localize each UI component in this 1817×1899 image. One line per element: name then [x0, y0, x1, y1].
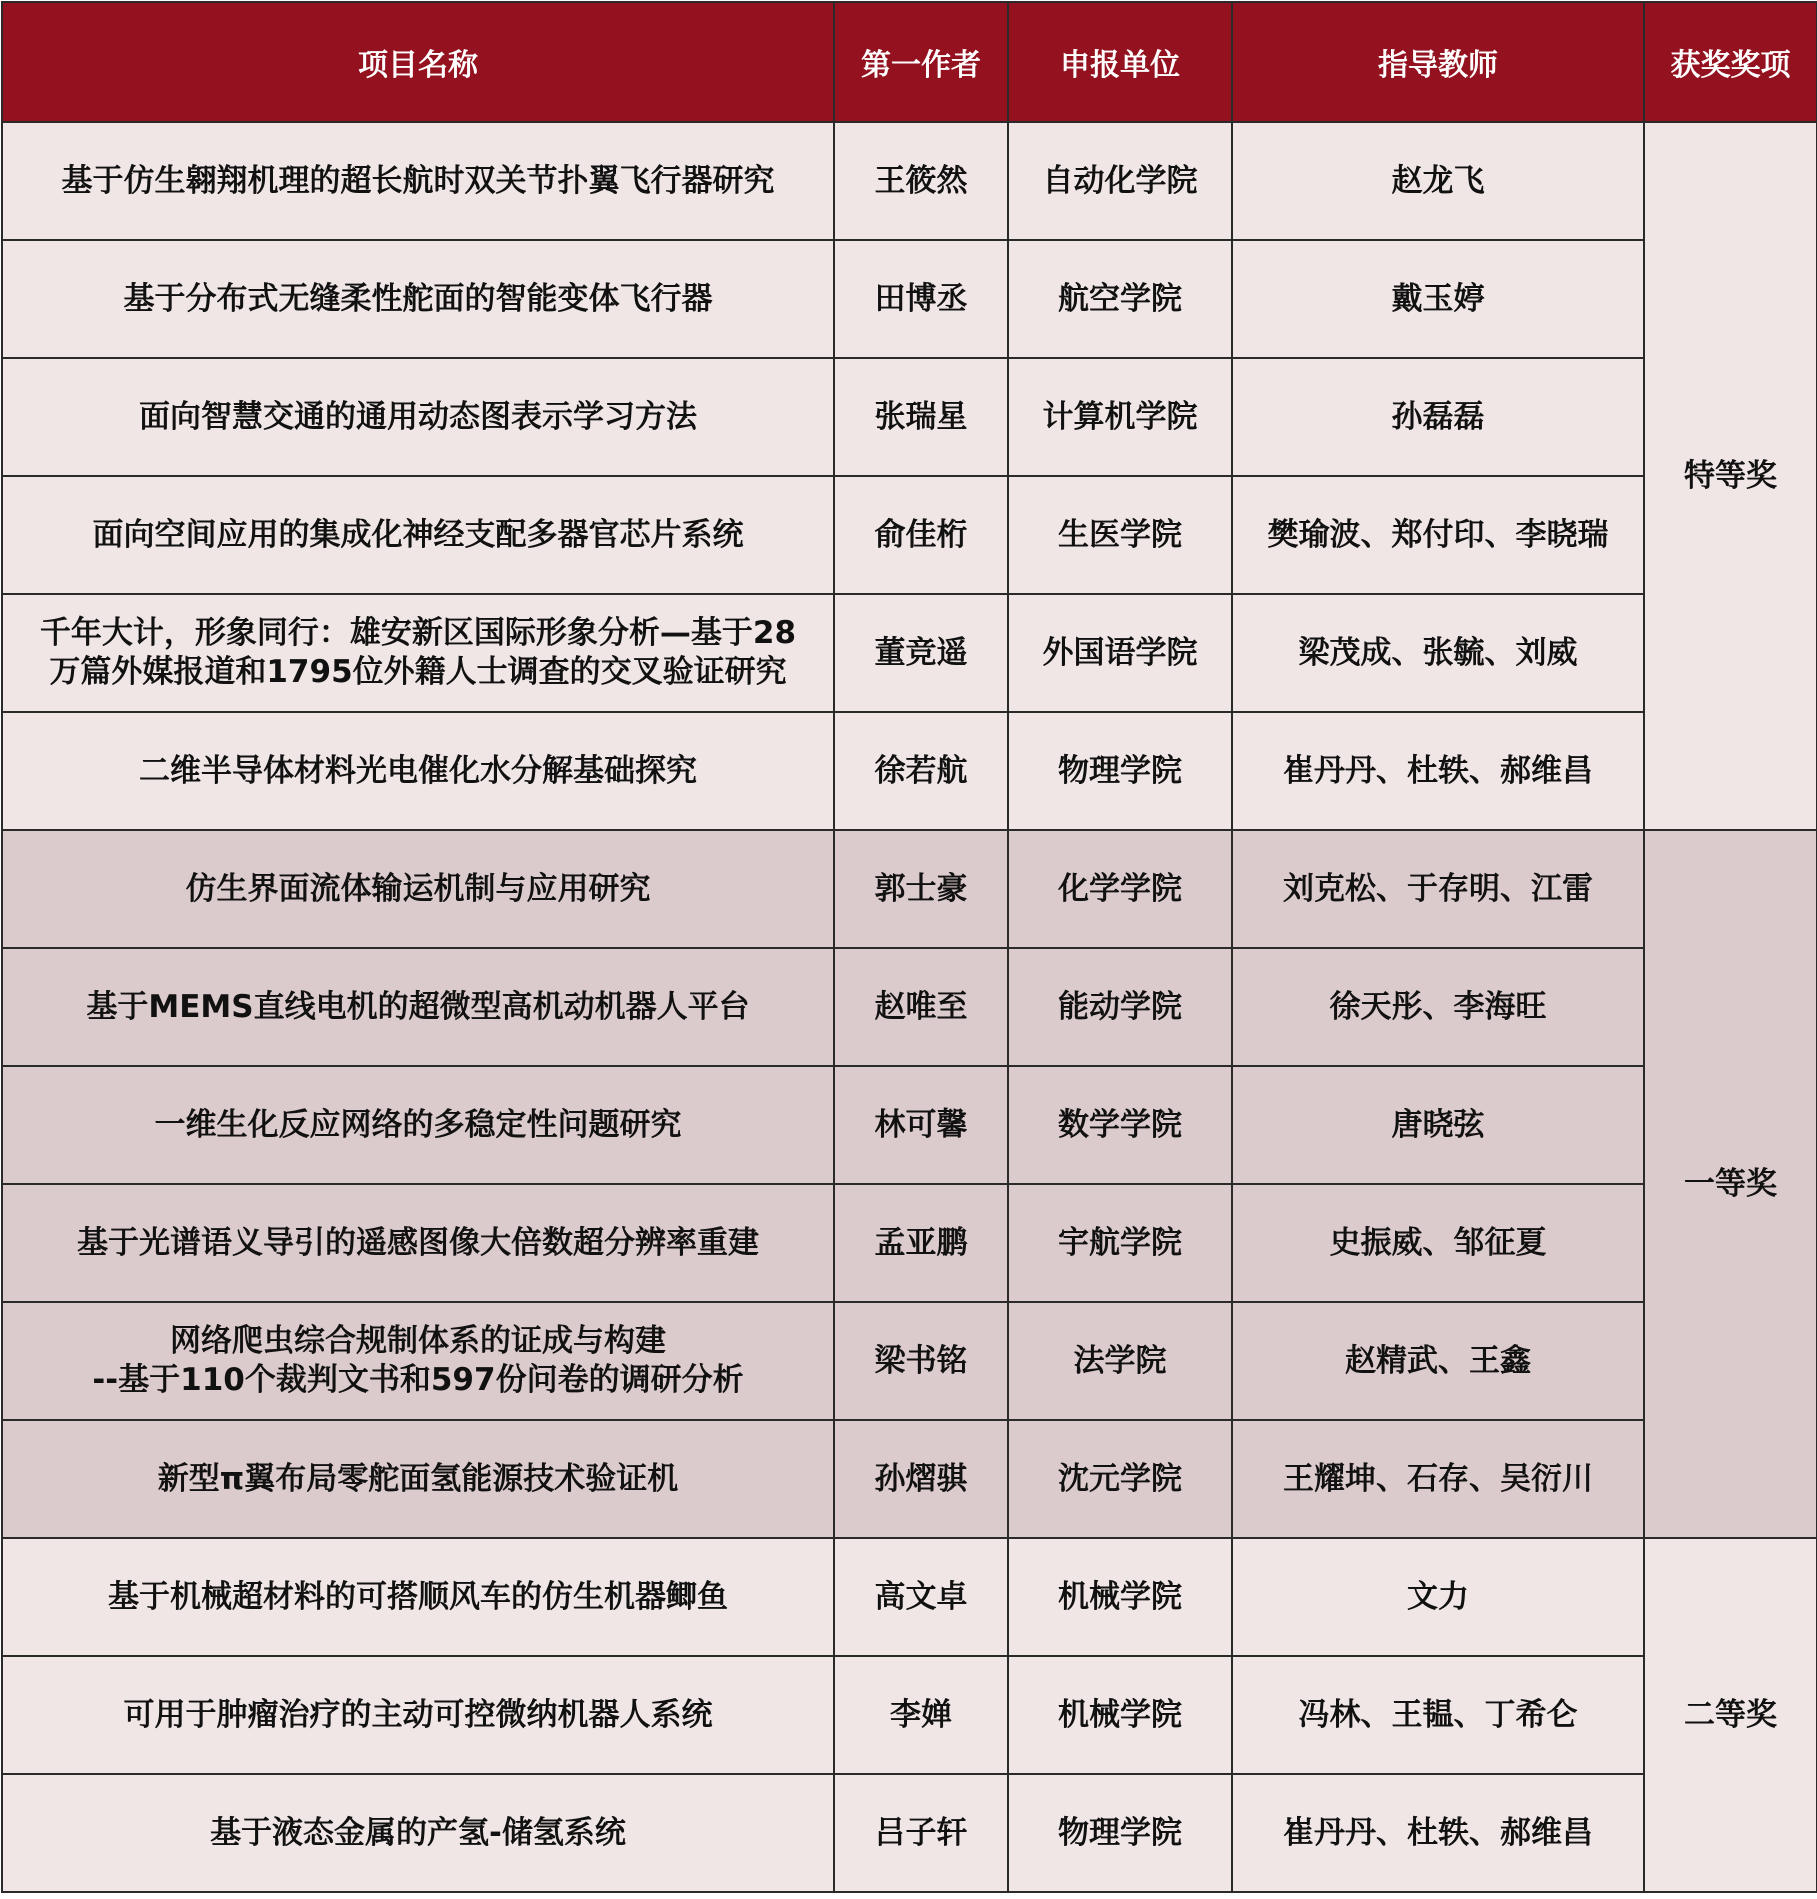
- applicant-unit: 化学学院: [1008, 830, 1232, 948]
- advisor: 王耀坤、石存、吴衍川: [1232, 1420, 1644, 1538]
- first-author: 林可馨: [834, 1066, 1008, 1184]
- table-row: [2, 1420, 1817, 1538]
- project-name-line: 万篇外媒报道和1795位外籍人士调查的交叉验证研究: [49, 654, 787, 690]
- header-unit: 申报单位: [1008, 2, 1232, 122]
- first-author: 俞佳桁: [834, 476, 1008, 594]
- advisor: 文力: [1232, 1538, 1644, 1656]
- project-name: 一维生化反应网络的多稳定性问题研究: [2, 1066, 834, 1184]
- first-author: 董竞遥: [834, 594, 1008, 712]
- applicant-unit: 自动化学院: [1008, 122, 1232, 240]
- applicant-unit: 机械学院: [1008, 1656, 1232, 1774]
- advisor: 崔丹丹、杜轶、郝维昌: [1232, 1774, 1644, 1892]
- project-name: [2, 594, 834, 712]
- applicant-unit: 机械学院: [1008, 1538, 1232, 1656]
- first-author: 王筱然: [834, 122, 1008, 240]
- project-name: 面向空间应用的集成化神经支配多器官芯片系统: [2, 476, 834, 594]
- applicant-unit: 宇航学院: [1008, 1184, 1232, 1302]
- advisor: 樊瑜波、郑付印、李晓瑞: [1232, 476, 1644, 594]
- project-name: 面向智慧交通的通用动态图表示学习方法: [2, 358, 834, 476]
- first-author: 孙熠骐: [834, 1420, 1008, 1538]
- project-name: 二维半导体材料光电催化水分解基础探究: [2, 712, 834, 830]
- project-name: 可用于肿瘤治疗的主动可控微纳机器人系统: [2, 1656, 834, 1774]
- project-name: 基于光谱语义导引的遥感图像大倍数超分辨率重建: [2, 1184, 834, 1302]
- table-row: [2, 476, 1817, 594]
- advisor: 戴玉婷: [1232, 240, 1644, 358]
- applicant-unit: 航空学院: [1008, 240, 1232, 358]
- project-name: [2, 1302, 834, 1420]
- applicant-unit: 数学学院: [1008, 1066, 1232, 1184]
- first-author: 赵唯至: [834, 948, 1008, 1066]
- applicant-unit: 物理学院: [1008, 1774, 1232, 1892]
- advisor: 冯林、王韫、丁希仑: [1232, 1656, 1644, 1774]
- table-row: [2, 1302, 1817, 1420]
- project-name-line: 千年大计，形象同行：雄安新区国际形象分析—基于28: [39, 615, 797, 652]
- advisor: 史振威、邹征夏: [1232, 1184, 1644, 1302]
- first-author: 郭士豪: [834, 830, 1008, 948]
- header-award: 获奖奖项: [1644, 2, 1817, 122]
- table-row: [2, 1184, 1817, 1302]
- table-row: [2, 1066, 1817, 1184]
- project-name: 新型π翼布局零舵面氢能源技术验证机: [2, 1420, 834, 1538]
- table-row: [2, 594, 1817, 712]
- project-name: 基于仿生翱翔机理的超长航时双关节扑翼飞行器研究: [2, 122, 834, 240]
- project-name: 仿生界面流体输运机制与应用研究: [2, 830, 834, 948]
- applicant-unit: 能动学院: [1008, 948, 1232, 1066]
- applicant-unit: 外国语学院: [1008, 594, 1232, 712]
- table-row: [2, 1774, 1817, 1892]
- project-name: 基于分布式无缝柔性舵面的智能变体飞行器: [2, 240, 834, 358]
- award-special: 特等奖: [1644, 122, 1817, 830]
- applicant-unit: 物理学院: [1008, 712, 1232, 830]
- advisor: 唐晓弦: [1232, 1066, 1644, 1184]
- header-project: 项目名称: [2, 2, 834, 122]
- awards-table: [1, 1, 1817, 1893]
- first-author: 李婵: [834, 1656, 1008, 1774]
- first-author: 梁书铭: [834, 1302, 1008, 1420]
- first-author: 张瑞星: [834, 358, 1008, 476]
- project-name-line: 网络爬虫综合规制体系的证成与构建: [170, 1323, 666, 1360]
- first-author: 田博丞: [834, 240, 1008, 358]
- table-row: [2, 240, 1817, 358]
- table-row: [2, 948, 1817, 1066]
- project-name-line: --基于110个裁判文书和597份问卷的调研分析: [92, 1362, 744, 1398]
- table-row: [2, 1538, 1817, 1656]
- header-row: [2, 2, 1817, 122]
- header-author: 第一作者: [834, 2, 1008, 122]
- advisor: 孙磊磊: [1232, 358, 1644, 476]
- table-row: [2, 1656, 1817, 1774]
- advisor: 赵精武、王鑫: [1232, 1302, 1644, 1420]
- award-second: 二等奖: [1644, 1538, 1817, 1892]
- table-row: [2, 122, 1817, 240]
- applicant-unit: 法学院: [1008, 1302, 1232, 1420]
- table-row: [2, 712, 1817, 830]
- first-author: 徐若航: [834, 712, 1008, 830]
- first-author: 高文卓: [834, 1538, 1008, 1656]
- project-name: 基于机械超材料的可搭顺风车的仿生机器鲫鱼: [2, 1538, 834, 1656]
- advisor: 梁茂成、张毓、刘威: [1232, 594, 1644, 712]
- first-author: 孟亚鹏: [834, 1184, 1008, 1302]
- award-first: 一等奖: [1644, 830, 1817, 1538]
- applicant-unit: 沈元学院: [1008, 1420, 1232, 1538]
- advisor: 赵龙飞: [1232, 122, 1644, 240]
- applicant-unit: 生医学院: [1008, 476, 1232, 594]
- advisor: 刘克松、于存明、江雷: [1232, 830, 1644, 948]
- header-advisor: 指导教师: [1232, 2, 1644, 122]
- project-name: 基于液态金属的产氢-储氢系统: [2, 1774, 834, 1892]
- first-author: 吕子轩: [834, 1774, 1008, 1892]
- project-name: 基于MEMS直线电机的超微型高机动机器人平台: [2, 948, 834, 1066]
- applicant-unit: 计算机学院: [1008, 358, 1232, 476]
- advisor: 徐天彤、李海旺: [1232, 948, 1644, 1066]
- table-row: [2, 830, 1817, 948]
- table-row: [2, 358, 1817, 476]
- advisor: 崔丹丹、杜轶、郝维昌: [1232, 712, 1644, 830]
